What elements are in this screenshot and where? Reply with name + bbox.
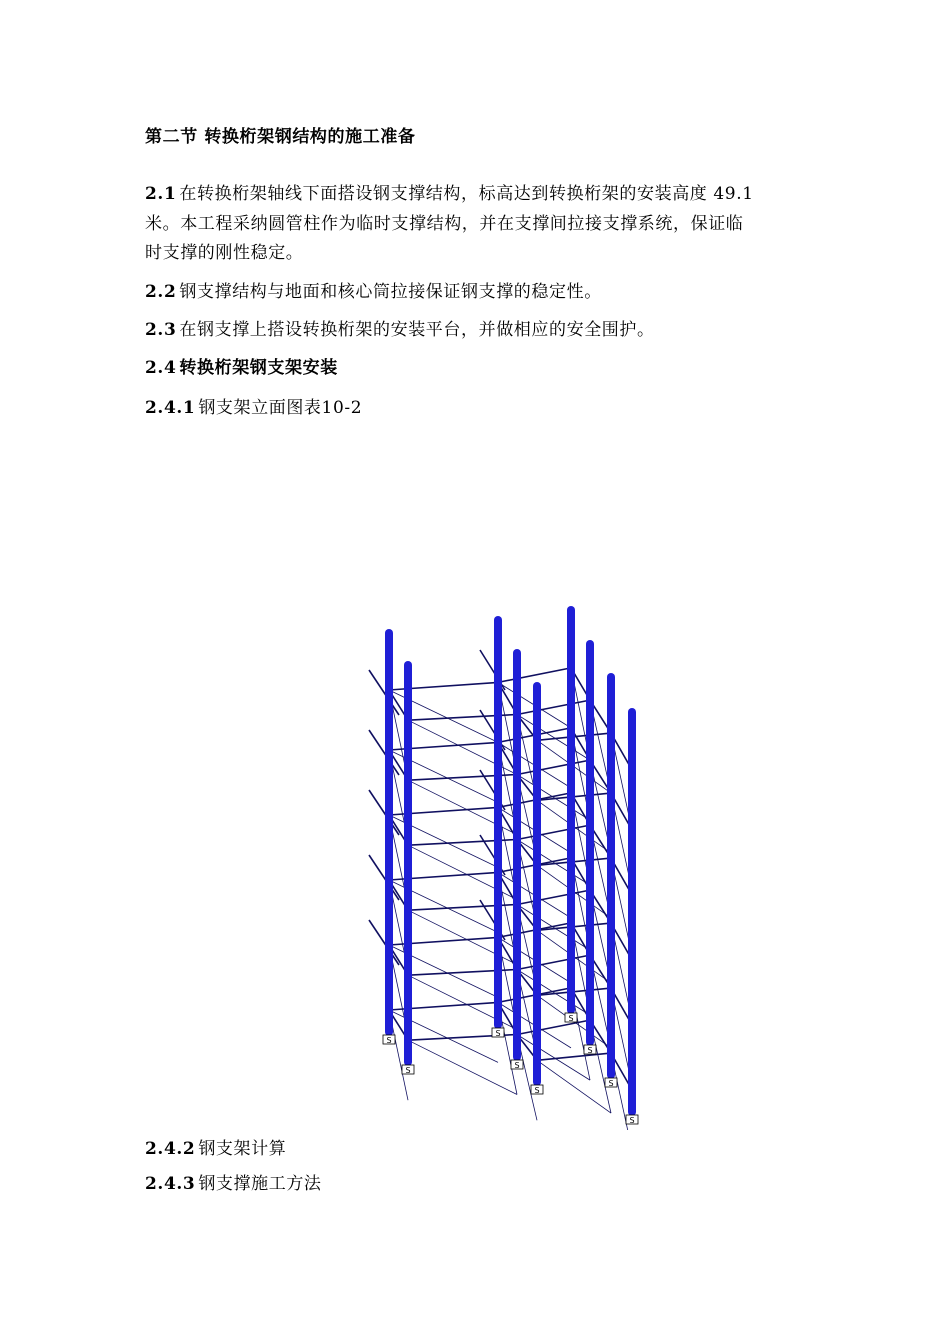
- diagonal-brace: [517, 775, 590, 821]
- paragraph-2-2: [145, 282, 602, 302]
- support-label: S: [587, 1046, 593, 1055]
- diagonal-brace: [517, 1035, 593, 1081]
- paragraph-number: 2.3: [145, 320, 177, 340]
- diagonal-brace: [537, 1060, 614, 1113]
- support-label: S: [629, 1116, 635, 1125]
- paragraph-2-4-1: [145, 398, 362, 418]
- support-label: S: [568, 1014, 574, 1023]
- support-label: S: [608, 1079, 614, 1088]
- paragraph-text: 在转换桁架轴线下面搭设钢支撑结构，标高达到转换桁架的安装高度 49.1: [179, 184, 754, 204]
- cantilever-stub: [369, 855, 399, 900]
- paragraph-number: 2.4.2: [145, 1139, 196, 1159]
- paragraph-text: 钢支撑施工方法: [198, 1174, 322, 1194]
- paragraph-2-3: [145, 320, 655, 340]
- paragraph-number: 2.4.1: [145, 398, 196, 418]
- paragraph-2-4-2: [145, 1139, 286, 1159]
- cantilever-stub: [369, 790, 399, 835]
- paragraph-number: 2.2: [145, 282, 177, 302]
- paragraph-number: 2.1: [145, 184, 177, 204]
- support-label: S: [514, 1061, 520, 1070]
- paragraph-number: 2.4.3: [145, 1174, 196, 1194]
- diagonal-brace: [408, 1040, 520, 1094]
- support-markers: [383, 1013, 638, 1125]
- steel-frame-elevation-figure: [355, 600, 655, 1130]
- paragraph-2-4-3: [145, 1174, 322, 1194]
- diagonal-brace: [517, 905, 590, 951]
- support-label: S: [534, 1086, 540, 1095]
- paragraph-text: 钢支架计算: [198, 1139, 287, 1159]
- paragraph-text: 钢支架立面图表10-2: [198, 398, 363, 418]
- cantilever-stub: [369, 920, 399, 965]
- support-label: S: [405, 1066, 411, 1075]
- diagonal-brace: [517, 715, 590, 761]
- paragraph-2-1-line-2: 米。本工程采纳圆管柱作为临时支撑结构，并在支撑间拉接支撑系统，保证临: [145, 214, 744, 234]
- horizontal-brace: [498, 668, 571, 683]
- paragraph-2-1-line-1: [145, 184, 754, 204]
- heading-2-4: [145, 358, 338, 378]
- diagonal-brace: [517, 840, 590, 886]
- support-label: S: [495, 1029, 501, 1038]
- diagonal-brace: [517, 970, 590, 1016]
- paragraph-text: 在钢支撑上搭设转换桁架的安装平台，并做相应的安全围护。: [179, 320, 655, 340]
- paragraph-number: 2.4: [145, 358, 177, 378]
- paragraph-2-1-line-3: 时支撑的刚性稳定。: [145, 243, 304, 263]
- support-label: S: [386, 1036, 392, 1045]
- heading-text: 转换桁架钢支架安装: [179, 358, 338, 378]
- paragraph-text: 钢支撑结构与地面和核心筒拉接保证钢支撑的稳定性。: [179, 282, 602, 302]
- section-title: 第二节 转换桁架钢结构的施工准备: [145, 127, 416, 147]
